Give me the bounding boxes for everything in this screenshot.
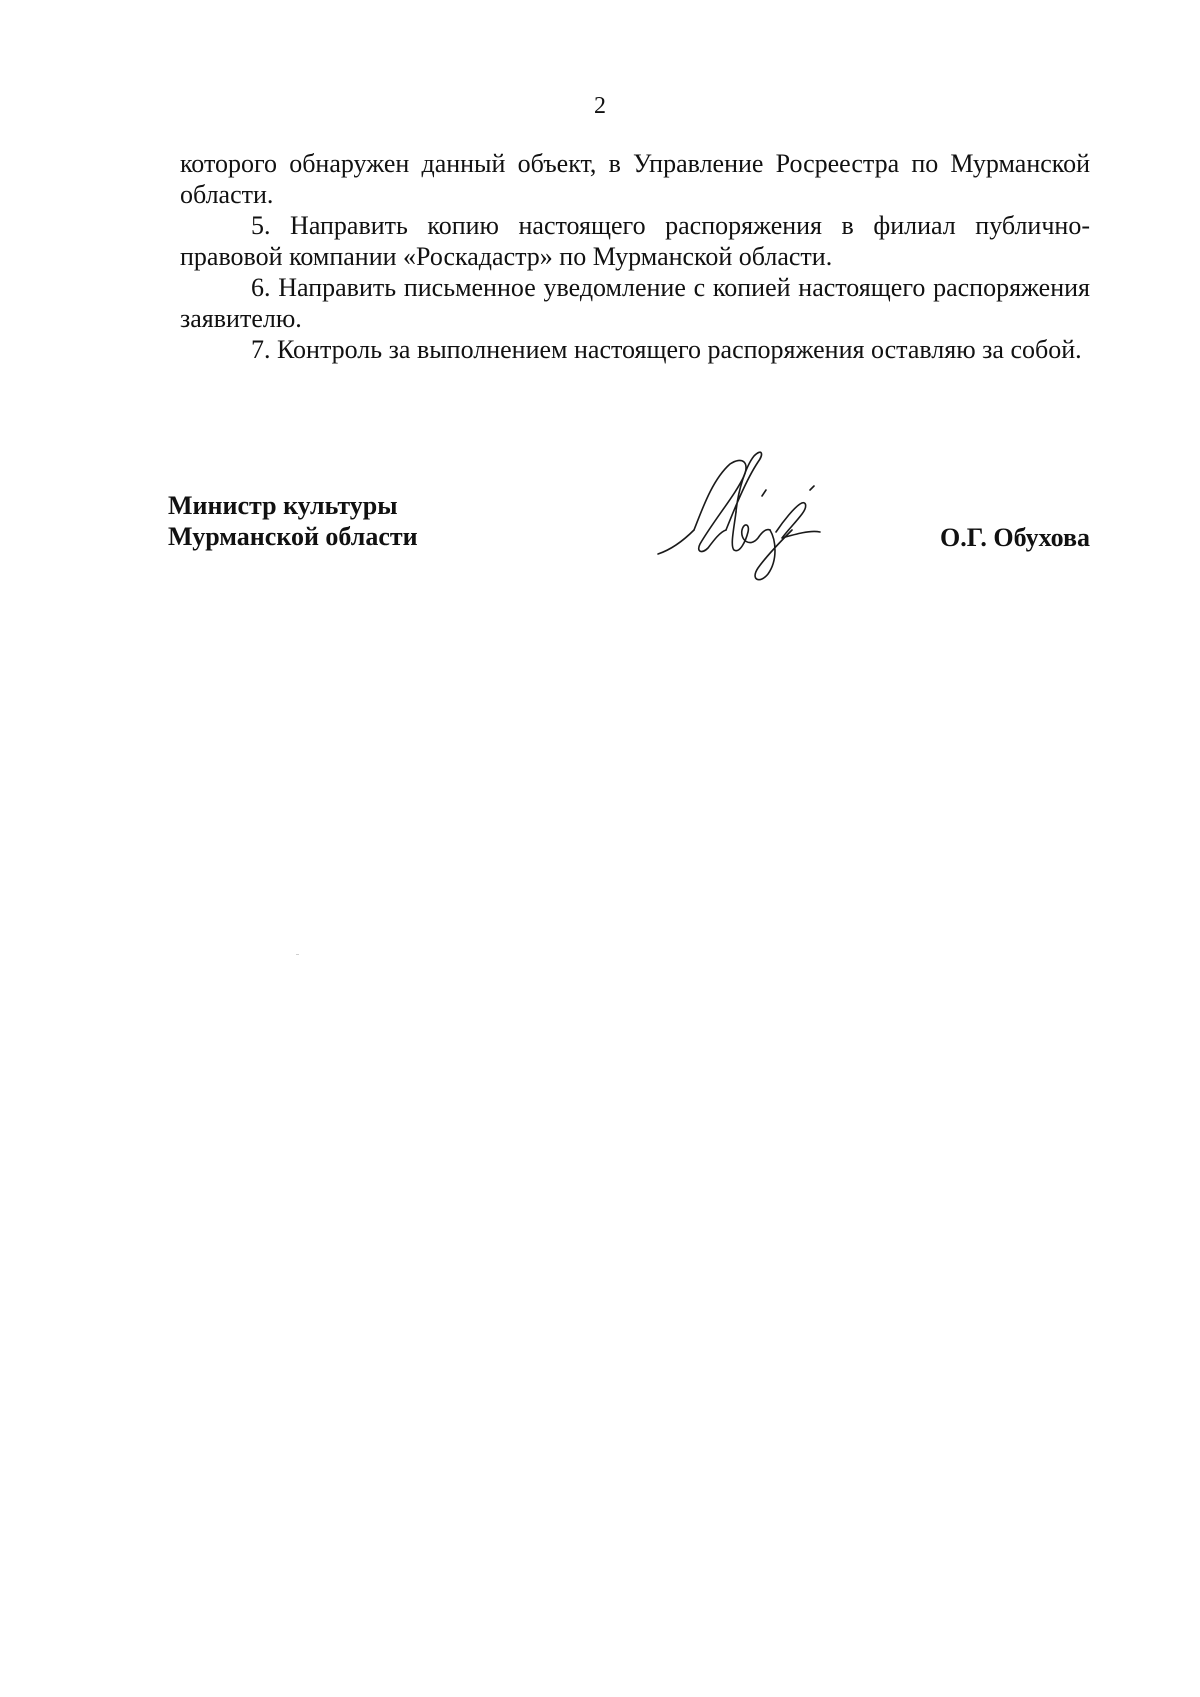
- signatory-name: О.Г. Обухова: [940, 523, 1090, 552]
- signatory-title-line-1: Министр культуры: [168, 491, 398, 520]
- scan-artifact: [296, 954, 299, 955]
- paragraph-item-7: 7. Контроль за выполнением настоящего распоряжения оставляю за собой.: [251, 335, 1082, 364]
- handwritten-signature-icon: [650, 450, 830, 590]
- paragraph-item-5: 5. Направить копию настоящего распоряжения в филиал публично-правовой компании «Роскадастр» по Мурманской области.: [180, 211, 1090, 271]
- paragraph-item-6: 6. Направить письменное уведомление с копией настоящего распоряжения заявителю.: [180, 273, 1090, 333]
- paragraph-continuation: которого обнаружен данный объект, в Управление Росреестра по Мурманской области.: [180, 149, 1090, 209]
- page-number: 2: [594, 93, 606, 119]
- signatory-title-line-2: Мурманской области: [168, 522, 418, 551]
- signatory-title: [168, 490, 418, 552]
- document-body: [180, 148, 1090, 365]
